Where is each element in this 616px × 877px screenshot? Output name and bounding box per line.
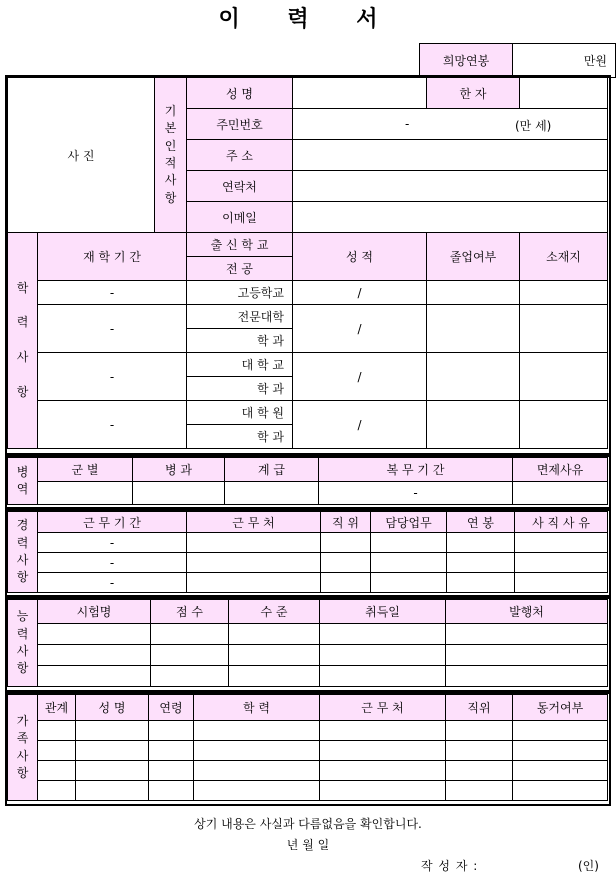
period-dash: - <box>109 321 115 336</box>
ability-row <box>8 645 608 666</box>
career-position-input[interactable] <box>321 553 371 573</box>
career-reason-input[interactable] <box>515 553 608 573</box>
ability-section-label: 능 력 사 항 <box>8 600 38 687</box>
period-dash: - <box>109 369 115 384</box>
career-workplace-input[interactable] <box>187 533 321 553</box>
family-workplace-header: 근 무 처 <box>320 695 446 721</box>
period-dash: - <box>109 417 115 432</box>
address-input[interactable] <box>293 140 608 171</box>
career-salary-input[interactable] <box>447 533 515 553</box>
ability-date-input[interactable] <box>320 645 446 666</box>
edu-period-college[interactable] <box>38 305 187 353</box>
family-education-input[interactable] <box>194 761 320 781</box>
family-position-input[interactable] <box>446 781 513 801</box>
edu-location-graduate[interactable] <box>520 401 608 449</box>
name-label: 성 명 <box>187 78 293 109</box>
family-name-input[interactable] <box>76 781 149 801</box>
grade-slash: / <box>357 321 362 336</box>
ability-issuer-input[interactable] <box>446 624 608 645</box>
ability-level-input[interactable] <box>229 645 320 666</box>
family-education-input[interactable] <box>194 741 320 761</box>
family-name-header: 성 명 <box>76 695 149 721</box>
grade-slash: / <box>357 417 362 432</box>
family-row <box>8 781 608 801</box>
career-workplace-header: 근 무 처 <box>187 512 321 533</box>
career-duty-input[interactable] <box>371 553 447 573</box>
family-education-input[interactable] <box>194 781 320 801</box>
career-table <box>7 511 608 593</box>
name-input[interactable] <box>293 78 427 109</box>
family-cohabit-input[interactable] <box>513 761 608 781</box>
edu-location-highschool[interactable] <box>520 281 608 305</box>
edu-university-cell[interactable] <box>187 353 293 377</box>
edu-graduation-graduate[interactable] <box>427 401 520 449</box>
family-row <box>8 741 608 761</box>
email-label: 이메일 <box>187 202 293 233</box>
family-section-label: 가 족 사 항 <box>8 695 38 801</box>
ability-row <box>8 666 608 687</box>
military-exemption-header: 면제사유 <box>513 458 608 482</box>
edu-grade-college[interactable] <box>293 305 427 353</box>
career-reason-header: 사 직 사 유 <box>515 512 608 533</box>
edu-graduation-university[interactable] <box>427 353 520 401</box>
edu-grade-header: 성 적 <box>293 233 427 281</box>
edu-graduation-college[interactable] <box>427 305 520 353</box>
dept-label: 학 과 <box>257 382 284 396</box>
family-workplace-input[interactable] <box>320 761 446 781</box>
career-salary-input[interactable] <box>447 573 515 593</box>
family-age-header: 연령 <box>149 695 194 721</box>
career-workplace-input[interactable] <box>187 553 321 573</box>
family-relation-header: 관계 <box>38 695 76 721</box>
family-cohabit-input[interactable] <box>513 781 608 801</box>
ability-date-input[interactable] <box>320 624 446 645</box>
education-section-label: 학 력 사 항 <box>8 233 38 449</box>
career-row <box>8 553 608 573</box>
family-relation-input[interactable] <box>38 781 76 801</box>
family-relation-input[interactable] <box>38 741 76 761</box>
military-rank-input[interactable] <box>225 482 319 505</box>
ability-score-header: 점 수 <box>151 600 229 624</box>
family-workplace-input[interactable] <box>320 721 446 741</box>
ability-exam-input[interactable] <box>38 666 151 687</box>
edu-graduate-dept-cell[interactable] <box>187 425 293 449</box>
career-period-input[interactable] <box>38 553 187 573</box>
edu-school-header: 출 신 학 교 <box>187 233 293 257</box>
family-table <box>7 694 608 801</box>
edu-major-header: 전 공 <box>187 257 293 281</box>
age-label: (만 세) <box>515 119 552 133</box>
career-reason-input[interactable] <box>515 533 608 553</box>
career-salary-header: 연 봉 <box>447 512 515 533</box>
family-relation-input[interactable] <box>38 761 76 781</box>
writer-label: 작 성 자 : <box>421 859 479 873</box>
family-relation-input[interactable] <box>38 721 76 741</box>
ability-date-header: 취득일 <box>320 600 446 624</box>
family-cohabit-header: 동거여부 <box>513 695 608 721</box>
military-period-input[interactable] <box>319 482 513 505</box>
period-dash: - <box>109 555 115 570</box>
ability-issuer-input[interactable] <box>446 645 608 666</box>
college-label: 전문대학 <box>237 310 284 324</box>
ability-score-input[interactable] <box>151 645 229 666</box>
family-row <box>8 761 608 781</box>
contact-label: 연락처 <box>187 171 293 202</box>
military-specialty-input[interactable] <box>133 482 225 505</box>
ability-row <box>8 624 608 645</box>
ability-issuer-input[interactable] <box>446 666 608 687</box>
family-workplace-input[interactable] <box>320 781 446 801</box>
ability-table <box>7 599 608 687</box>
edu-grade-university[interactable] <box>293 353 427 401</box>
ability-level-input[interactable] <box>229 666 320 687</box>
career-reason-input[interactable] <box>515 573 608 593</box>
edu-college-dept-cell[interactable] <box>187 329 293 353</box>
ability-level-input[interactable] <box>229 624 320 645</box>
ability-exam-header: 시험명 <box>38 600 151 624</box>
ability-score-input[interactable] <box>151 666 229 687</box>
document-title: 이 력 서 <box>218 7 398 32</box>
edu-location-header: 소재지 <box>520 233 608 281</box>
desired-salary-box <box>419 43 616 78</box>
family-age-input[interactable] <box>149 761 194 781</box>
seal-label: (인) <box>578 859 599 873</box>
hanja-input[interactable] <box>520 78 608 109</box>
career-salary-input[interactable] <box>447 553 515 573</box>
grade-slash: / <box>357 285 362 300</box>
university-label: 대 학 교 <box>241 358 284 372</box>
date-line: 년 월 일 <box>286 838 330 852</box>
desired-salary-label: 희망연봉 <box>420 44 513 78</box>
family-position-input[interactable] <box>446 721 513 741</box>
family-name-input[interactable] <box>76 721 149 741</box>
career-period-header: 근 무 기 간 <box>38 512 187 533</box>
career-duty-header: 담당업무 <box>371 512 447 533</box>
graduate-label: 대 학 원 <box>241 406 284 420</box>
family-cohabit-input[interactable] <box>513 721 608 741</box>
edu-period-university[interactable] <box>38 353 187 401</box>
military-table <box>7 457 608 505</box>
family-row <box>8 721 608 741</box>
dept-label: 학 과 <box>257 430 284 444</box>
military-branch-input[interactable] <box>38 482 133 505</box>
edu-graduation-header: 졸업여부 <box>427 233 520 281</box>
contact-input[interactable] <box>293 171 608 202</box>
career-period-input[interactable] <box>38 573 187 593</box>
career-row <box>8 573 608 593</box>
ability-exam-input[interactable] <box>38 645 151 666</box>
edu-graduate-cell[interactable] <box>187 401 293 425</box>
family-cohabit-input[interactable] <box>513 741 608 761</box>
edu-location-university[interactable] <box>520 353 608 401</box>
hanja-label: 한 자 <box>427 78 520 109</box>
career-period-input[interactable] <box>38 533 187 553</box>
grade-slash: / <box>357 369 362 384</box>
email-input[interactable] <box>293 202 608 233</box>
ability-exam-input[interactable] <box>38 624 151 645</box>
photo-area[interactable] <box>8 78 155 233</box>
ability-date-input[interactable] <box>320 666 446 687</box>
basic-section-label: 기 본 인 적 사 항 <box>155 78 187 233</box>
period-dash: - <box>109 575 115 590</box>
family-position-input[interactable] <box>446 761 513 781</box>
dept-label: 학 과 <box>257 334 284 348</box>
edu-highschool-cell[interactable] <box>187 281 293 305</box>
ability-issuer-header: 발행처 <box>446 600 608 624</box>
edu-location-college[interactable] <box>520 305 608 353</box>
highschool-label: 고등학교 <box>237 286 284 300</box>
rrn-input[interactable] <box>293 109 608 140</box>
family-name-input[interactable] <box>76 761 149 781</box>
edu-period-header: 재 학 기 간 <box>38 233 187 281</box>
photo-label: 사 진 <box>67 148 95 163</box>
ability-level-header: 수 준 <box>229 600 320 624</box>
family-position-header: 직위 <box>446 695 513 721</box>
career-duty-input[interactable] <box>371 573 447 593</box>
military-exemption-input[interactable] <box>513 482 608 505</box>
family-position-input[interactable] <box>446 741 513 761</box>
family-education-input[interactable] <box>194 721 320 741</box>
career-duty-input[interactable] <box>371 533 447 553</box>
family-education-header: 학 력 <box>194 695 320 721</box>
rrn-dash: - <box>405 117 410 131</box>
salary-unit: 만원 <box>583 54 607 68</box>
period-dash: - <box>109 535 115 550</box>
edu-grade-graduate[interactable] <box>293 401 427 449</box>
career-position-header: 직 위 <box>321 512 371 533</box>
edu-period-graduate[interactable] <box>38 401 187 449</box>
edu-period-highschool[interactable] <box>38 281 187 305</box>
desired-salary-input[interactable] <box>513 44 616 78</box>
edu-graduation-highschool[interactable] <box>427 281 520 305</box>
rrn-label: 주민번호 <box>187 109 293 140</box>
career-position-input[interactable] <box>321 533 371 553</box>
career-workplace-input[interactable] <box>187 573 321 593</box>
ability-score-input[interactable] <box>151 624 229 645</box>
period-dash: - <box>413 486 418 500</box>
family-workplace-input[interactable] <box>320 741 446 761</box>
family-age-input[interactable] <box>149 741 194 761</box>
family-age-input[interactable] <box>149 781 194 801</box>
military-specialty-header: 병 과 <box>133 458 225 482</box>
confirmation-statement: 상기 내용은 사실과 다름없음을 확인합니다. <box>194 817 422 831</box>
career-row <box>8 533 608 553</box>
military-period-header: 복 무 기 간 <box>319 458 513 482</box>
family-age-input[interactable] <box>149 721 194 741</box>
career-section-label: 경 력 사 항 <box>8 512 38 593</box>
military-section-label: 병 역 <box>8 458 38 505</box>
edu-college-cell[interactable] <box>187 305 293 329</box>
basic-education-table <box>7 77 608 449</box>
period-dash: - <box>109 285 115 300</box>
military-rank-header: 계 급 <box>225 458 319 482</box>
family-name-input[interactable] <box>76 741 149 761</box>
address-label: 주 소 <box>187 140 293 171</box>
edu-grade-highschool[interactable] <box>293 281 427 305</box>
career-position-input[interactable] <box>321 573 371 593</box>
military-branch-header: 군 별 <box>38 458 133 482</box>
edu-university-dept-cell[interactable] <box>187 377 293 401</box>
